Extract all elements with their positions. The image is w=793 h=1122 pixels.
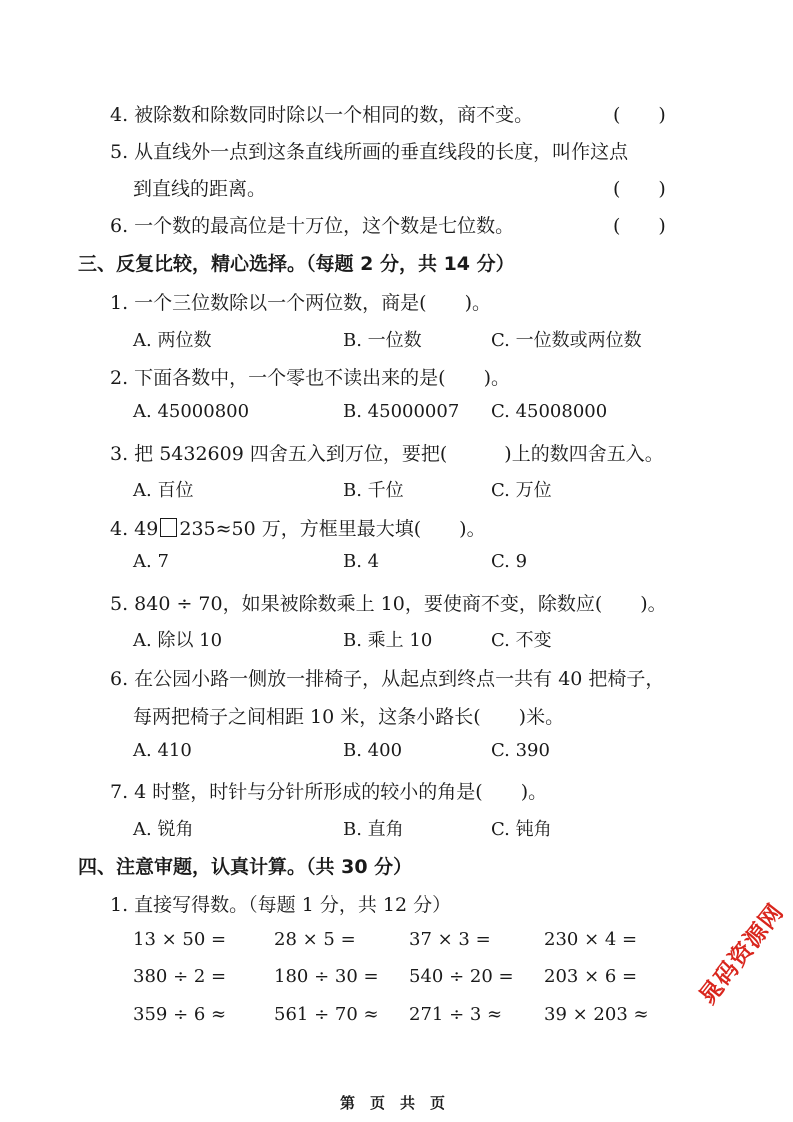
tf-item-4: 4. 被除数和除数同时除以一个相同的数，商不变。 [110, 104, 534, 126]
tf-answer-paren-4[interactable]: ( ) [613, 104, 666, 126]
mc-q6-stem-cont: 每两把椅子之间相距 10 米，这条小路长( )米。 [133, 706, 565, 728]
mc-q2-option-a[interactable]: A. 45000800 [133, 401, 250, 422]
mc-q4-option-a[interactable]: A. 7 [133, 551, 169, 572]
mc-q1-option-a[interactable]: A. 两位数 [133, 330, 212, 351]
mc-q3-option-b[interactable]: B. 千位 [343, 480, 404, 501]
calc-item: 180 ÷ 30 = [274, 966, 379, 987]
calc-item: 28 × 5 = [274, 929, 356, 950]
mc-q6-option-c[interactable]: C. 390 [491, 740, 550, 761]
calc-item: 271 ÷ 3 ≈ [409, 1004, 503, 1025]
mc-q7-stem: 7. 4 时整，时针与分针所形成的较小的角是( )。 [110, 781, 548, 803]
calc-item: 37 × 3 = [409, 929, 491, 950]
tf-answer-paren-5[interactable]: ( ) [613, 178, 666, 200]
section-4-heading: 四、注意审题，认真计算。（共 30 分） [78, 856, 413, 878]
tf-item-6: 6. 一个数的最高位是十万位，这个数是七位数。 [110, 215, 515, 237]
tf-item-5: 5. 从直线外一点到这条直线所画的垂直线段的长度，叫作这点 [110, 141, 629, 163]
page-footer: 第 页 共 页 [340, 1094, 446, 1112]
calc-item: 380 ÷ 2 = [133, 966, 227, 987]
mc-q4-stem [110, 514, 486, 541]
mc-q7-option-c[interactable]: C. 钝角 [491, 819, 552, 840]
calc-item: 203 × 6 = [544, 966, 638, 987]
calc-item: 359 ÷ 6 ≈ [133, 1004, 227, 1025]
calc-sub1-heading: 1. 直接写得数。（每题 1 分，共 12 分） [110, 894, 452, 916]
mc-q5-stem: 5. 840 ÷ 70，如果被除数乘上 10，要使商不变，除数应( )。 [110, 593, 667, 615]
mc-q7-option-b[interactable]: B. 直角 [343, 819, 404, 840]
blank-box-icon [160, 518, 177, 537]
watermark-logo: 晁码资源网 [694, 899, 790, 1010]
mc-q5-option-a[interactable]: A. 除以 10 [133, 630, 223, 651]
mc-q6-stem: 6. 在公园小路一侧放一排椅子，从起点到终点一共有 40 把椅子， [110, 668, 665, 690]
mc-q4-option-c[interactable]: C. 9 [491, 551, 528, 572]
calc-item: 39 × 203 ≈ [544, 1004, 649, 1025]
calc-item: 13 × 50 = [133, 929, 227, 950]
tf-answer-paren-6[interactable]: ( ) [613, 215, 666, 237]
mc-q4-stem-post: 235≈50 万，方框里最大填( )。 [179, 518, 486, 540]
calc-item: 561 ÷ 70 ≈ [274, 1004, 379, 1025]
mc-q6-option-b[interactable]: B. 400 [343, 740, 403, 761]
calc-item: 540 ÷ 20 = [409, 966, 514, 987]
mc-q2-option-b[interactable]: B. 45000007 [343, 401, 460, 422]
mc-q1-option-b[interactable]: B. 一位数 [343, 330, 422, 351]
mc-q5-option-c[interactable]: C. 不变 [491, 630, 552, 651]
mc-q4-stem-pre: 4. 49 [110, 518, 159, 540]
mc-q1-stem: 1. 一个三位数除以一个两位数，商是( )。 [110, 292, 491, 314]
tf-item-5-cont: 到直线的距离。 [133, 178, 267, 200]
mc-q6-option-a[interactable]: A. 410 [133, 740, 192, 761]
mc-q3-stem: 3. 把 5432609 四舍五入到万位，要把( )上的数四舍五入。 [110, 443, 664, 465]
mc-q3-option-c[interactable]: C. 万位 [491, 480, 552, 501]
mc-q2-stem: 2. 下面各数中，一个零也不读出来的是( )。 [110, 367, 510, 389]
mc-q7-option-a[interactable]: A. 锐角 [133, 819, 194, 840]
mc-q3-option-a[interactable]: A. 百位 [133, 480, 194, 501]
mc-q4-option-b[interactable]: B. 4 [343, 551, 380, 572]
section-3-heading: 三、反复比较，精心选择。（每题 2 分，共 14 分） [78, 253, 515, 275]
mc-q1-option-c[interactable]: C. 一位数或两位数 [491, 330, 642, 351]
mc-q2-option-c[interactable]: C. 45008000 [491, 401, 608, 422]
mc-q5-option-b[interactable]: B. 乘上 10 [343, 630, 433, 651]
calc-item: 230 × 4 = [544, 929, 638, 950]
